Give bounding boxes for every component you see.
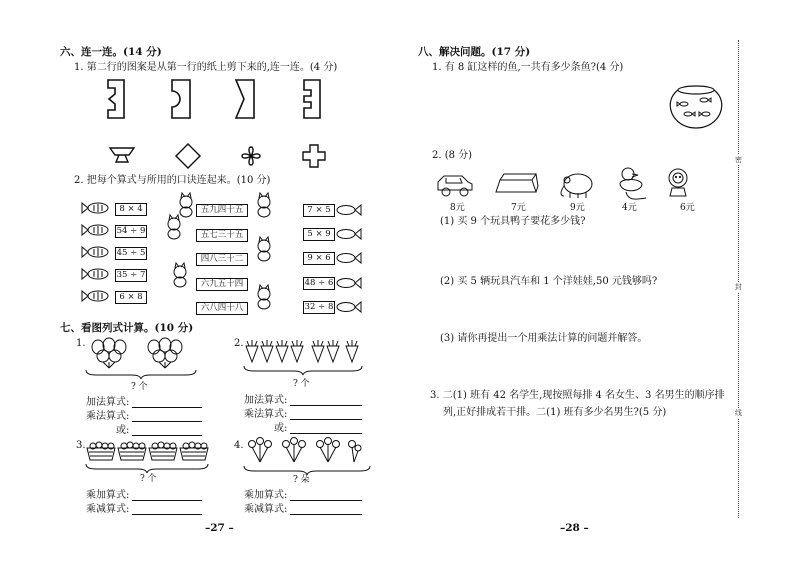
toy-car-icon — [438, 176, 472, 196]
brace-icon — [86, 464, 208, 473]
paper-shape-1 — [108, 80, 124, 118]
fruit-baskets-illustration — [86, 440, 216, 476]
section7-title: 七、看图列式计算。(10 分) — [60, 322, 194, 334]
section8-q1: 1. 有 8 缸这样的鱼,一共有多少条鱼?(4 分) — [432, 62, 624, 73]
flower-bunch-icon — [249, 438, 272, 463]
expr-right-3: 9 × 6 — [303, 252, 335, 265]
q7-4-unknown-label: ? 朵 — [293, 475, 310, 485]
toy-doll-icon — [669, 169, 687, 196]
carrot-icon — [276, 340, 288, 362]
fish-icon — [337, 205, 361, 215]
seal-char-feng: 封 — [735, 283, 742, 291]
section6-q2: 2. 把每个算式与所用的口诀连起来。(10 分) — [74, 175, 271, 186]
motto-5: 六八四十八 — [196, 302, 248, 315]
flower-single-icon — [349, 441, 362, 463]
expr-left-1: 8 × 4 — [115, 203, 147, 216]
q7-3-number: 3. — [76, 440, 86, 451]
q7-4-mulsub-answer-line[interactable] — [290, 514, 362, 515]
cat-icon — [180, 193, 192, 217]
toy-elephant-icon — [561, 174, 592, 198]
q7-1-mul-label: 乘法算式: — [86, 411, 130, 422]
brace-icon — [86, 370, 196, 379]
q7-2-add-label: 加法算式: — [244, 395, 288, 406]
toy-duck-icon — [620, 168, 646, 199]
cutout-flower-shape — [242, 147, 260, 165]
balloon-bunch-icon — [92, 338, 126, 368]
right-fish-column — [336, 202, 364, 314]
cat-icon — [258, 193, 270, 217]
cat-icon — [258, 237, 270, 261]
carrot-icon — [246, 340, 258, 362]
page-number-right: –28 – — [560, 522, 589, 534]
cutout-shapes-row — [110, 142, 330, 172]
q7-2-or-answer-line[interactable] — [290, 433, 362, 434]
cat-icon — [258, 285, 270, 309]
toy-train-icon — [496, 174, 538, 192]
fish-icon — [82, 291, 108, 301]
carrots-illustration — [244, 340, 374, 380]
seal-char-xian: 线 — [735, 409, 742, 417]
page-number-left: –27 – — [205, 522, 234, 534]
q7-3-muladd-answer-line[interactable] — [132, 500, 202, 501]
q7-3-unknown-label: ? 个 — [140, 474, 157, 484]
price-car: 8元 — [450, 203, 465, 213]
q7-3-muladd-label: 乘加算式: — [86, 490, 130, 501]
expr-left-4: 35 ÷ 7 — [116, 270, 146, 280]
carrot-icon — [327, 340, 339, 362]
carrot-icon — [291, 340, 303, 362]
flower-bunch-icon — [283, 438, 306, 463]
q7-3-mulsub-answer-line[interactable] — [132, 514, 202, 515]
expr-right-5: 32 ÷ 8 — [304, 302, 334, 312]
q7-1-add-label: 加法算式: — [86, 397, 130, 408]
motto-4: 六九五十四 — [196, 278, 248, 291]
expr-right-1: 7 × 5 — [303, 204, 335, 217]
price-duck: 4元 — [622, 203, 637, 213]
price-train: 7元 — [511, 203, 526, 213]
motto-1: 五九四十五 — [196, 204, 248, 217]
flower-bunch-icon — [317, 438, 340, 463]
q7-1-unknown-label: ? 个 — [131, 382, 148, 392]
section6-title: 六、连一连。(14 分) — [60, 46, 162, 58]
q8-3-line1: 3. 二(1) 班有 42 名学生,现按照每排 4 名女生、3 名男生的顺序排 — [430, 390, 725, 401]
q7-4-muladd-answer-line[interactable] — [290, 500, 362, 501]
q7-1-or-answer-line[interactable] — [132, 435, 202, 436]
expr-left-3: 45 ÷ 5 — [116, 248, 146, 258]
q7-2-mul-answer-line[interactable] — [290, 419, 362, 420]
fish-icon — [337, 278, 361, 288]
q8-2-2: (2) 买 5 辆玩具汽车和 1 个洋娃娃,50 元钱够吗? — [440, 276, 658, 287]
fruit-basket-icon — [180, 442, 208, 460]
fish-icon — [337, 302, 361, 312]
q7-2-unknown-label: ? 个 — [293, 379, 310, 389]
q7-4-muladd-label: 乘加算式: — [244, 490, 288, 501]
cat-icon — [174, 263, 186, 287]
fish-bowl-illustration — [668, 84, 726, 134]
left-fish-column — [86, 199, 116, 309]
q7-1-mul-answer-line[interactable] — [132, 421, 202, 422]
price-elephant: 9元 — [570, 203, 585, 213]
q7-2-mul-label: 乘法算式: — [244, 409, 288, 420]
motto-2: 五七三十五 — [196, 229, 248, 242]
fruit-basket-icon — [149, 442, 177, 460]
expr-right-4: 48 ÷ 6 — [304, 278, 334, 288]
q7-2-add-answer-line[interactable] — [290, 405, 362, 406]
q7-3-mulsub-label: 乘减算式: — [86, 504, 130, 515]
q7-1-or-label: 或: — [116, 425, 130, 436]
section6-q1: 1. 第二行的图案是从第一行的纸上剪下来的,连一连。(4 分) — [74, 62, 338, 73]
q7-2-number: 2. — [234, 338, 244, 349]
fish-icon — [82, 203, 108, 213]
motto-3: 四八三十二 — [196, 253, 248, 266]
expr-right-2: 5 × 9 — [303, 228, 335, 241]
q8-2-3: (3) 请你再提出一个用乘法计算的问题并解答。 — [440, 333, 648, 344]
expr-left-2: 54 ÷ 9 — [116, 226, 146, 236]
fruit-basket-icon — [118, 442, 146, 460]
price-doll: 6元 — [680, 203, 695, 213]
q7-2-or-label: 或: — [274, 423, 288, 434]
cutout-boat-shape — [110, 148, 134, 162]
section8-q2: 2. (8 分) — [432, 150, 473, 161]
balloon-bunch-icon — [148, 338, 182, 368]
toys-illustration — [436, 166, 696, 206]
fish-icon — [337, 229, 361, 239]
paper-shape-3 — [236, 80, 254, 118]
paper-shape-4 — [304, 80, 320, 118]
seal-dotted-line — [738, 40, 739, 518]
fish-icon — [337, 253, 361, 263]
q7-4-mulsub-label: 乘减算式: — [244, 504, 288, 515]
carrot-icon — [346, 340, 358, 362]
cat-icon — [168, 215, 180, 239]
fish-bowl-icon — [670, 86, 722, 128]
fish-icon — [82, 269, 108, 279]
q7-1-add-answer-line[interactable] — [132, 407, 202, 408]
expr-left-5: 6 × 8 — [115, 291, 147, 304]
q8-3-line2: 列,正好排成若干排。二(1) 班有多少名男生?(5 分) — [443, 407, 667, 418]
seal-char-mi: 密 — [735, 156, 742, 164]
q7-4-number: 4. — [234, 440, 244, 451]
q8-2-1: (1) 买 9 个玩具鸭子要花多少钱? — [440, 216, 586, 227]
fruit-basket-icon — [87, 442, 115, 460]
fish-icon — [82, 225, 108, 235]
q7-1-number: 1. — [76, 338, 86, 349]
cutout-cross-shape — [303, 145, 325, 167]
paper-shape-2 — [172, 80, 190, 118]
carrot-icon — [312, 340, 324, 362]
paper-shapes-row — [100, 78, 340, 120]
brace-icon — [244, 366, 362, 375]
section8-title: 八、解决问题。(17 分) — [418, 46, 531, 58]
fish-icon — [82, 247, 108, 257]
carrot-icon — [261, 340, 273, 362]
balloons-illustration — [86, 338, 198, 380]
cutout-diamond-shape — [176, 144, 200, 168]
